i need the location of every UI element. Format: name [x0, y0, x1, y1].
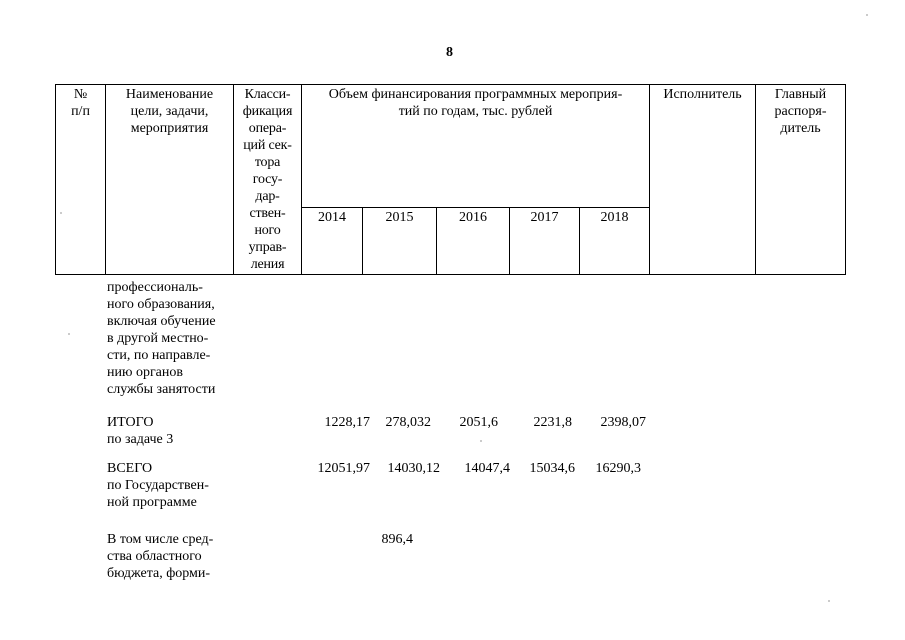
total-task-2017: 2231,8	[533, 415, 572, 430]
including-label: В том числе сред- ства областного бюджета, форми-	[107, 532, 214, 581]
header-year-2016: 2016	[437, 208, 510, 275]
header-classification: Класси- фикация опера- ций сек- тора госу- дар- ствен- ного управ- ления	[234, 85, 302, 275]
table-header	[55, 84, 846, 275]
header-main-manager: Главный распоря- дитель	[756, 85, 846, 275]
continued-text: профессиональ- ного образования, включая обучение в другой местно- сти, по направле- нию органов службы занятости	[107, 280, 216, 397]
scan-speck	[866, 14, 868, 16]
total-task-2015: 278,032	[385, 415, 431, 430]
scan-speck	[68, 333, 70, 335]
scan-speck	[480, 440, 482, 442]
total-program-2016: 14047,4	[464, 461, 510, 476]
page-number: 8	[446, 45, 453, 60]
header-number: № п/п	[56, 85, 106, 275]
header-year-2018: 2018	[580, 208, 650, 275]
including-2015: 896,4	[381, 532, 413, 547]
header-year-2015: 2015	[363, 208, 437, 275]
scan-speck	[828, 600, 830, 602]
total-task-label: ИТОГО по задаче 3	[107, 415, 174, 447]
scan-speck	[60, 212, 62, 214]
header-executor: Исполнитель	[650, 85, 756, 275]
total-program-2015: 14030,12	[387, 461, 440, 476]
total-program-2018: 16290,3	[595, 461, 641, 476]
total-program-label: ВСЕГО по Государствен- ной программе	[107, 461, 209, 510]
total-task-2014: 1228,17	[324, 415, 370, 430]
total-task-2018: 2398,07	[600, 415, 646, 430]
header-year-2017: 2017	[510, 208, 580, 275]
total-program-2017: 15034,6	[529, 461, 575, 476]
total-task-2016: 2051,6	[459, 415, 498, 430]
total-program-2014: 12051,97	[317, 461, 370, 476]
header-financing: Объем финансирования программных мероприя- тий по годам, тыс. рублей	[302, 85, 650, 208]
header-name: Наименование цели, задачи, мероприятия	[106, 85, 234, 275]
header-year-2014: 2014	[302, 208, 363, 275]
